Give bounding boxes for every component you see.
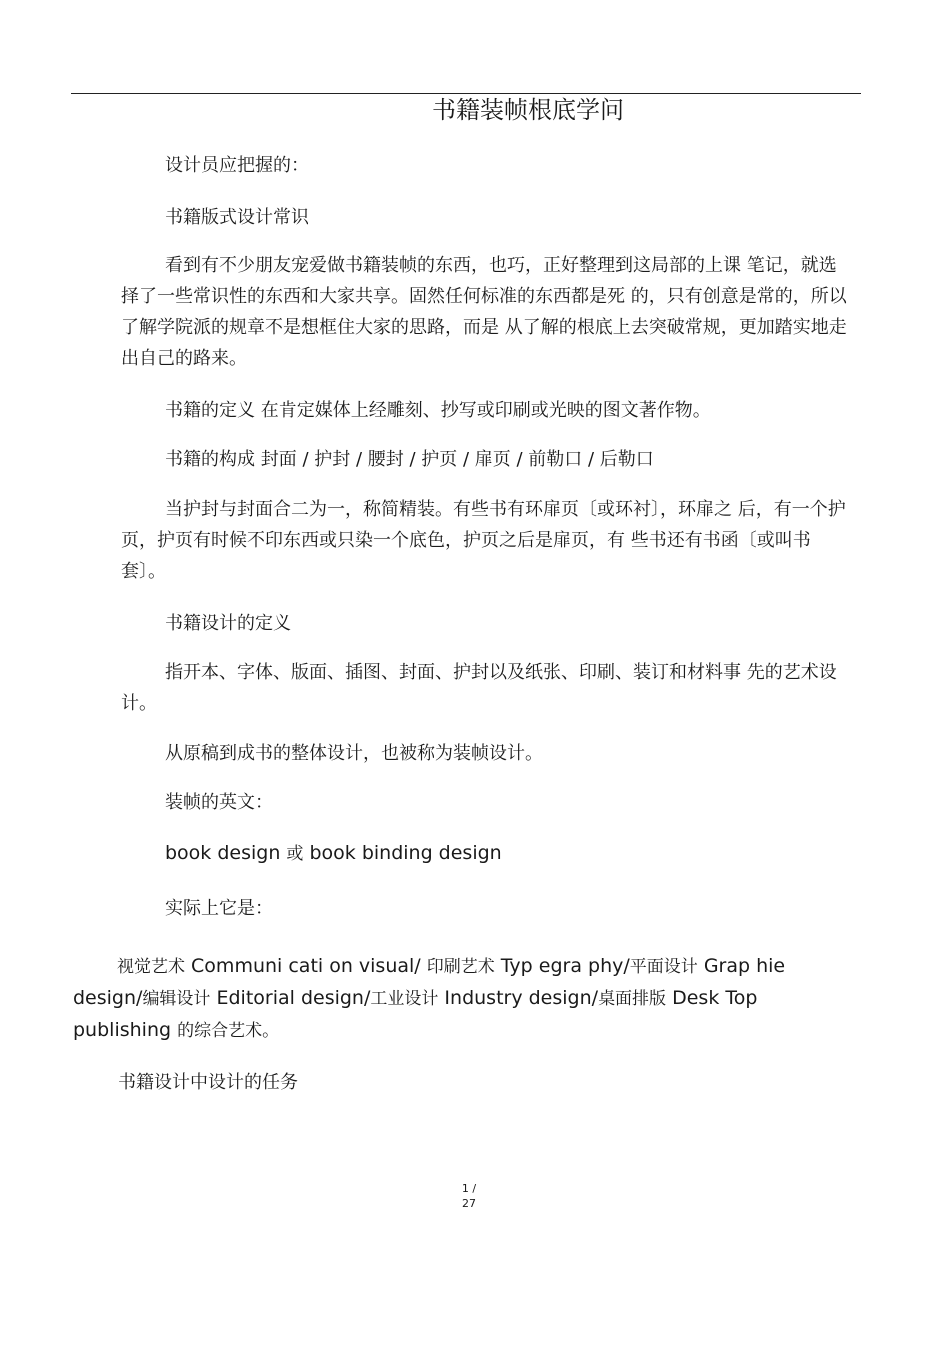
paragraph-skills-heading: 设计员应把握的：: [165, 155, 309, 176]
text-segment: Grap hie design/: [73, 955, 786, 1009]
paragraph-book-composition: 书籍的构成 封面 / 护封 / 腰封 / 护页 / 扉页 / 前勒口 / 后勒口: [165, 449, 654, 470]
text-segment: Typ egra phy/: [494, 955, 630, 977]
paragraph-design-definition-heading: 书籍设计的定义: [165, 613, 291, 634]
paragraph-composite-art: [73, 951, 813, 1047]
text-segment: 视觉艺术: [117, 957, 185, 977]
page-number-current: 1 /: [461, 1182, 477, 1195]
english-term-a: book design: [165, 842, 287, 864]
paragraph-cover-description: 当护封与封面合二为一，称简精装。有些书有环扉页〔或环衬〕，环扉之 后，有一个护页，护页有时候不印东西或只染一个底色，护页之后是扉页，有 些书还有书函〔或叫书套〕。: [121, 499, 846, 582]
text-segment: 编辑设计: [142, 989, 211, 1009]
paragraph-design-definition: 指开本、字体、版面、插图、封面、护封以及纸张、印刷、装订和材料事 先的艺术设计。: [121, 662, 837, 714]
paragraph-overall-design: 从原稿到成书的整体设计，也被称为装帧设计。: [165, 743, 543, 764]
paragraph-english-heading: 装帧的英文：: [165, 792, 273, 813]
page-number: [450, 1181, 488, 1211]
page-number-total: 27: [462, 1197, 476, 1210]
english-term-b: book binding design: [303, 842, 502, 864]
paragraph-layout-knowledge: 书籍版式设计常识: [165, 207, 309, 228]
text-segment: 桌面排版: [598, 989, 667, 1009]
paragraph-english-terms: [165, 838, 855, 870]
text-segment: Industry design/: [438, 987, 599, 1009]
document-title: 书籍装帧根底学问: [432, 96, 624, 124]
text-segment: Communi cati on visual/: [185, 955, 427, 977]
paragraph-actually: 实际上它是：: [165, 898, 273, 919]
text-segment: 的综合艺术。: [177, 1021, 280, 1041]
paragraph-intro: 看到有不少朋友宠爱做书籍装帧的东西，也巧，正好整理到这局部的上课 笔记，就选择了一些常识性的东西和大家共享。固然任何标准的东西都是死 的，只有创意是常的，所以了解学院派的规章不是想框住大家的思路，而是 从了解的根底上去突破常规，更加踏实地走出自己的路来。: [121, 255, 847, 369]
english-term-or: 或: [286, 844, 304, 864]
text-segment: 工业设计: [370, 989, 439, 1009]
text-segment: 平面设计: [629, 957, 698, 977]
text-segment: 印刷艺术: [426, 957, 495, 977]
text-segment: Editorial design/: [210, 987, 371, 1009]
paragraph-book-definition: 书籍的定义 在肯定媒体上经雕刻、抄写或印刷或光映的图文著作物。: [165, 400, 711, 421]
text-segment: Desk Top publishing: [73, 987, 758, 1041]
paragraph-design-tasks: 书籍设计中设计的任务: [118, 1072, 298, 1093]
